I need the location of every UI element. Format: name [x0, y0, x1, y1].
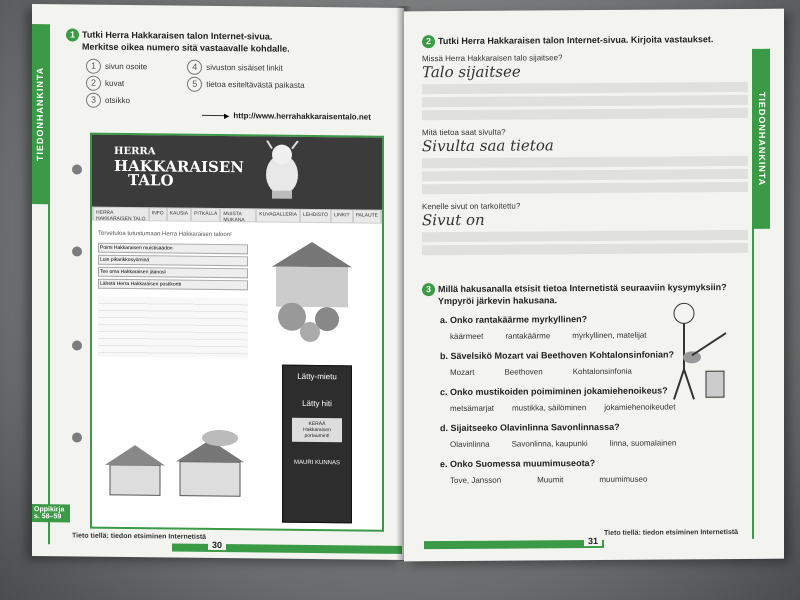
answer-line: [422, 156, 748, 168]
binder-hole: [72, 432, 82, 442]
carousel-illustration: [252, 236, 372, 347]
item-b: b. Sävelsikö Mozart vai Beethoven Kohtalonsinfonian? Mozart Beethoven Kohtalonsinfonia: [440, 349, 675, 378]
website-screenshot: [90, 133, 384, 532]
exercise-3-instruction: Ympyröi järkevin hakusana.: [438, 295, 558, 307]
house-illustration: [100, 425, 260, 507]
guitarist-illustration: [654, 299, 734, 410]
site-link: Lähetä Herra Hakkaraisen postikortti: [98, 279, 248, 291]
site-logo: HERRA HAKKARAISEN TALO: [114, 145, 245, 190]
right-page: [404, 9, 784, 562]
site-nav-item: KAUSIA: [168, 208, 190, 220]
exercise-2-title: Tutki Herra Hakkaraisen talon Internet-sivua. Kirjoita vastaukset.: [438, 34, 714, 47]
site-nav-item: HERRA HAKKARAISEN TALO: [94, 208, 148, 221]
site-banner: [92, 135, 382, 210]
site-nav-item: LINKIT: [332, 210, 352, 222]
url-line: ▶ http://www.herrahakkaraisentalo.net: [202, 110, 402, 123]
exercise-1-title: Tutki Herra Hakkaraisen talon Internet-sivua.: [82, 29, 273, 42]
right-page-number: 31: [584, 536, 602, 546]
answer-line: [422, 95, 748, 107]
question-3: Kenelle sivut on tarkoitettu?: [422, 201, 521, 212]
item-e: e. Onko Suomessa muumimuseota? Tove, Jansson Muumit muumimuseo: [440, 457, 648, 486]
right-footer: Tieto tiellä: tiedon etsiminen Internetistä: [604, 528, 739, 537]
handwritten-answer-2: Sivulta saa tietoa: [422, 136, 554, 156]
site-link: Luin pikarikkosyöminä: [98, 255, 248, 267]
site-nav-item: LEHDISTÖ: [301, 210, 330, 222]
answer-line: [422, 182, 748, 194]
option-3: 3 otsikko: [86, 93, 147, 109]
option-4: 4 sivuston sisäiset linkit: [187, 60, 304, 76]
option-2: 2 kuvat: [86, 76, 147, 92]
answer-line: [422, 82, 748, 94]
site-mascot-illustration: [242, 140, 322, 203]
right-green-rule: [752, 49, 754, 539]
site-nav-item: PALAUTE: [354, 210, 380, 222]
oppikirja-reference: Oppikirja s. 58–59: [32, 504, 70, 522]
binder-hole: [72, 246, 82, 256]
binder-hole: [72, 164, 82, 174]
site-nav-item: KUVAGALLERIA: [257, 209, 299, 221]
left-side-tab: TIEDONHANKINTA: [32, 24, 48, 204]
left-footer-bar: [172, 544, 402, 554]
answer-line: [422, 108, 748, 120]
option-1: 1 sivun osoite: [86, 59, 147, 75]
site-link: Poimi Hakkaraisen muistisäädön: [98, 243, 248, 255]
binder-hole: [72, 340, 82, 350]
left-page: [32, 4, 404, 560]
handwritten-answer-3: Sivut on: [422, 210, 485, 230]
option-5: 5 tietoa esiteltävästä paikasta: [187, 77, 304, 93]
exercise-3-title: Millä hakusanalla etsisit tietoa Internetistä seuraaviin kysymyksiin?: [438, 282, 727, 295]
left-footer: Tieto tiellä: tiedon etsiminen Internetistä: [72, 532, 207, 541]
site-intro: Tervetuloa tutustumaan Herra Hakkaraisen taloon!: [98, 230, 232, 239]
exercise-1-instruction: Merkitse oikea numero sitä vastaavalle kohdalle.: [82, 41, 290, 54]
site-ad: Lätty-mietu Lätty hiti KERÄÄ Hakkaraisen portaumint! MAURI KUNNAS: [282, 365, 352, 524]
exercise-1-number: 1: [66, 28, 79, 41]
question-2: Mitä tietoa saat sivulta?: [422, 127, 506, 138]
answer-line: [422, 169, 748, 181]
exercise-2-number: 2: [422, 35, 435, 48]
left-green-rule: [48, 24, 50, 544]
item-a: a. Onko rantakäärme myrkyllinen? käärmeet rantakäärme myrkyllinen, matelijat: [440, 314, 647, 342]
answer-line: [422, 230, 748, 242]
site-link: Tee oma Hakkaraisen jäänosl: [98, 267, 248, 279]
right-side-tab: TIEDONHANKINTA: [754, 49, 770, 229]
exercise-2: [422, 33, 748, 258]
site-info-text: [98, 297, 248, 359]
handwritten-answer-1: Talo sijaitsee: [422, 62, 521, 82]
site-nav-item: INFO: [150, 208, 166, 220]
exercise-3-number: 3: [422, 283, 435, 296]
exercise-1: [66, 28, 386, 112]
item-c: c. Onko mustikoiden poimiminen jokamiehenoikeus? metsämarjat mustikka, säilöminen jokamiehenoikeudet: [440, 385, 676, 414]
answer-line: [422, 243, 748, 255]
site-content: [98, 231, 248, 359]
question-1: Missä Herra Hakkaraisen talo sijaitsee?: [422, 53, 563, 64]
site-url: http://www.herrahakkaraisentalo.net: [233, 111, 371, 122]
site-nav-item: MUISTA MUKANA: [221, 209, 255, 221]
site-nav-item: PITKÄLLÄ: [192, 209, 219, 221]
item-d: d. Sijaitseeko Olavinlinna Savonlinnassa? Olavinlinna Savonlinna, kaupunki linna, suomalainen: [440, 421, 677, 450]
right-footer-bar: [424, 540, 604, 549]
left-page-number: 30: [208, 540, 226, 550]
